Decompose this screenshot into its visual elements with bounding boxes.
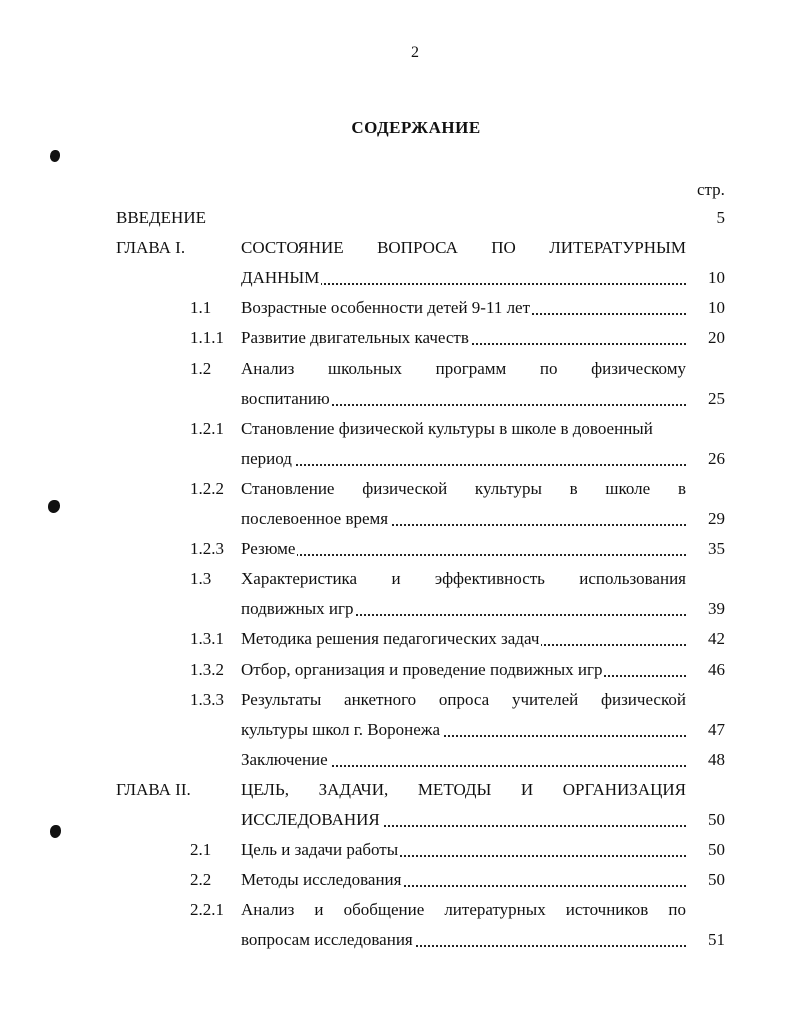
toc-entry-title (241, 358, 686, 380)
toc-title-word: школьных (328, 358, 403, 378)
toc-entry-title: Отбор, организация и проведение подвижных игр (241, 659, 603, 679)
toc-entry (0, 538, 725, 560)
toc-entry (0, 267, 725, 289)
toc-title-word: Становление (241, 478, 335, 498)
toc-page-number: 50 (708, 810, 725, 829)
toc-page-number: 10 (708, 268, 725, 288)
toc-title-word: Характеристика (241, 569, 358, 589)
toc-entry-title (241, 478, 686, 500)
toc-section-number: 2.2.1 (190, 900, 224, 920)
toc-entry-text (241, 628, 686, 650)
toc-title-word: опроса (438, 689, 490, 709)
toc-page-number: 26 (708, 448, 725, 468)
toc-entry (0, 598, 725, 620)
toc-entry-title (241, 779, 686, 801)
toc-entry-text (241, 538, 686, 560)
toc-entry-text (241, 598, 686, 620)
toc-page-number: 46 (708, 659, 725, 679)
toc-section-number: 1.2 (190, 358, 212, 378)
toc-title-word: ВОПРОСА (377, 238, 458, 258)
toc-title-word: и (314, 900, 324, 920)
toc-page-number: 42 (708, 629, 725, 649)
toc-entry-line1 (0, 418, 725, 440)
toc-title-word: физической (600, 689, 686, 709)
toc-page-number: 47 (708, 719, 725, 739)
toc-title-word: Анализ (241, 358, 295, 378)
toc-entry-title: Методы исследования (241, 870, 402, 890)
toc-page-number: 51 (708, 930, 725, 950)
toc-entry-title: Цель и задачи работы (241, 840, 399, 860)
toc-section-number: 1.2.2 (190, 478, 224, 498)
toc-title-word: в (677, 478, 686, 498)
toc-entry-text (241, 719, 686, 741)
toc-entry-text (241, 448, 686, 470)
toc-entry-line1 (0, 899, 725, 921)
page-number: 2 (411, 44, 419, 61)
toc-entry (0, 929, 725, 951)
toc-entry (0, 839, 725, 861)
toc-title-word: Становление физической культуры в школе в довоенный (241, 418, 653, 438)
toc-entry-title: Резюме (241, 539, 296, 559)
toc-entry-line1 (0, 237, 725, 259)
toc-entry-text (241, 749, 686, 771)
toc-title-word: литературных (444, 900, 546, 920)
scan-mark (50, 825, 61, 838)
toc-title-word: физической (362, 478, 448, 498)
toc-entry-line1 (0, 779, 725, 801)
toc-entry (0, 388, 725, 410)
toc-page-number: 10 (708, 298, 725, 318)
toc-title-word: программ (435, 358, 507, 378)
toc-title-word: физическому (591, 358, 686, 378)
toc-entry-title (241, 237, 686, 259)
toc-section-number: 1.2.3 (190, 539, 224, 559)
toc-page-number: 48 (708, 749, 725, 769)
toc-page-number: 20 (708, 328, 725, 348)
toc-page-number: 5 (716, 208, 725, 227)
toc-section-number: 1.2.1 (190, 418, 224, 438)
toc-page-number: 50 (708, 870, 725, 890)
toc-title-word: ОРГАНИЗАЦИЯ (562, 779, 686, 799)
dot-leader (241, 554, 686, 556)
page-column-label: стр. (697, 180, 725, 199)
toc-entry (0, 809, 725, 831)
scan-mark (50, 150, 60, 162)
toc-section-number: 1.1.1 (190, 328, 224, 348)
toc-entry-text (241, 508, 686, 530)
toc-title-word: ПО (491, 238, 516, 258)
toc-entry-title: воспитанию (241, 388, 330, 408)
toc-page-number: 25 (708, 388, 725, 408)
toc-entry (0, 659, 725, 681)
toc-section-number: 1.1 (190, 298, 212, 318)
toc-entry (0, 628, 725, 650)
toc-entry-title: вопросам исследования (241, 930, 413, 950)
toc-page-number: 29 (708, 509, 725, 528)
toc-section-number: 1.3 (190, 569, 212, 589)
toc-entry-text (241, 869, 686, 891)
toc-entry (0, 327, 725, 349)
toc-entry-title (241, 689, 686, 711)
toc-title-word: эффективность (434, 569, 545, 589)
toc-title-word: и (391, 569, 401, 589)
toc-entry-title: Методика решения педагогических задач (241, 629, 540, 649)
toc-title-word: ЗАДАЧИ, (318, 779, 389, 799)
toc-title-word: использования (579, 569, 686, 589)
toc-title-word: Результаты (241, 689, 322, 709)
toc-entry-line1 (0, 689, 725, 711)
toc-entry-title: ИССЛЕДОВАНИЯ (241, 810, 380, 829)
toc-title-word: по (539, 358, 558, 378)
toc-title-word: по (668, 900, 686, 920)
toc-chapter-label: ВВЕДЕНИЕ (116, 208, 206, 227)
toc-entry-text (241, 297, 686, 319)
toc-entry-title (241, 418, 686, 440)
toc-entry-text (241, 809, 686, 831)
toc-title-word: обобщение (343, 900, 425, 920)
toc-title-word: ЛИТЕРАТУРНЫМ (549, 238, 686, 258)
toc-title-word: СОСТОЯНИЕ (241, 238, 344, 258)
toc-entry-title: подвижных игр (241, 599, 354, 619)
toc-page-number: 50 (708, 840, 725, 860)
toc-title-word: ЦЕЛЬ, (241, 779, 289, 799)
toc-title-word: анкетного (344, 689, 417, 709)
toc-entry-title (241, 899, 686, 921)
toc-entry-title: Возрастные особенности детей 9-11 лет (241, 298, 531, 318)
toc-entry (0, 508, 725, 530)
toc-title-word: МЕТОДЫ (417, 779, 492, 799)
toc-chapter-label: ГЛАВА II. (116, 779, 191, 799)
toc-entry-line1 (0, 358, 725, 380)
toc-title-word: учителей (511, 689, 579, 709)
dot-leader (241, 464, 686, 466)
toc-section-number: 2.1 (190, 840, 212, 860)
toc-entry-title: период (241, 448, 292, 468)
toc-entry-title: послевоенное время (241, 509, 389, 528)
toc-entry (0, 719, 725, 741)
toc-title-word: школе (605, 478, 651, 498)
toc-entry-text (241, 327, 686, 349)
toc-entry-title (241, 568, 686, 590)
toc-entry (0, 297, 725, 319)
toc-title-word: Анализ (241, 900, 295, 920)
toc-section-number: 1.3.2 (190, 659, 224, 679)
toc-title-word: И (520, 779, 534, 799)
toc-page-number: 39 (708, 599, 725, 619)
toc-section-number: 2.2 (190, 870, 212, 890)
toc-entry (0, 207, 725, 229)
toc-entry (0, 448, 725, 470)
toc-entry-text (241, 929, 686, 951)
toc-entry-text (241, 267, 686, 289)
toc-entry (0, 749, 725, 771)
toc-entry-line1 (0, 478, 725, 500)
toc-entry (0, 869, 725, 891)
toc-entry-title: Заключение (241, 749, 328, 769)
toc-entry-title: ДАННЫМ (241, 268, 320, 288)
page-title: СОДЕРЖАНИЕ (351, 118, 481, 137)
toc-section-number: 1.3.3 (190, 689, 224, 709)
toc-entry-title: культуры школ г. Воронежа (241, 719, 441, 739)
toc-section-number: 1.3.1 (190, 629, 224, 649)
toc-entry-line1 (0, 568, 725, 590)
toc-title-word: источников (565, 900, 649, 920)
toc-page-number: 35 (708, 539, 725, 559)
toc-title-word: в (569, 478, 578, 498)
toc-entry-text (241, 388, 686, 410)
toc-title-word: культуры (474, 478, 542, 498)
toc-entry-title: Развитие двигательных качеств (241, 328, 469, 348)
toc-chapter-label: ГЛАВА I. (116, 238, 186, 258)
toc-entry-text (241, 659, 686, 681)
toc-entry-text (241, 839, 686, 861)
